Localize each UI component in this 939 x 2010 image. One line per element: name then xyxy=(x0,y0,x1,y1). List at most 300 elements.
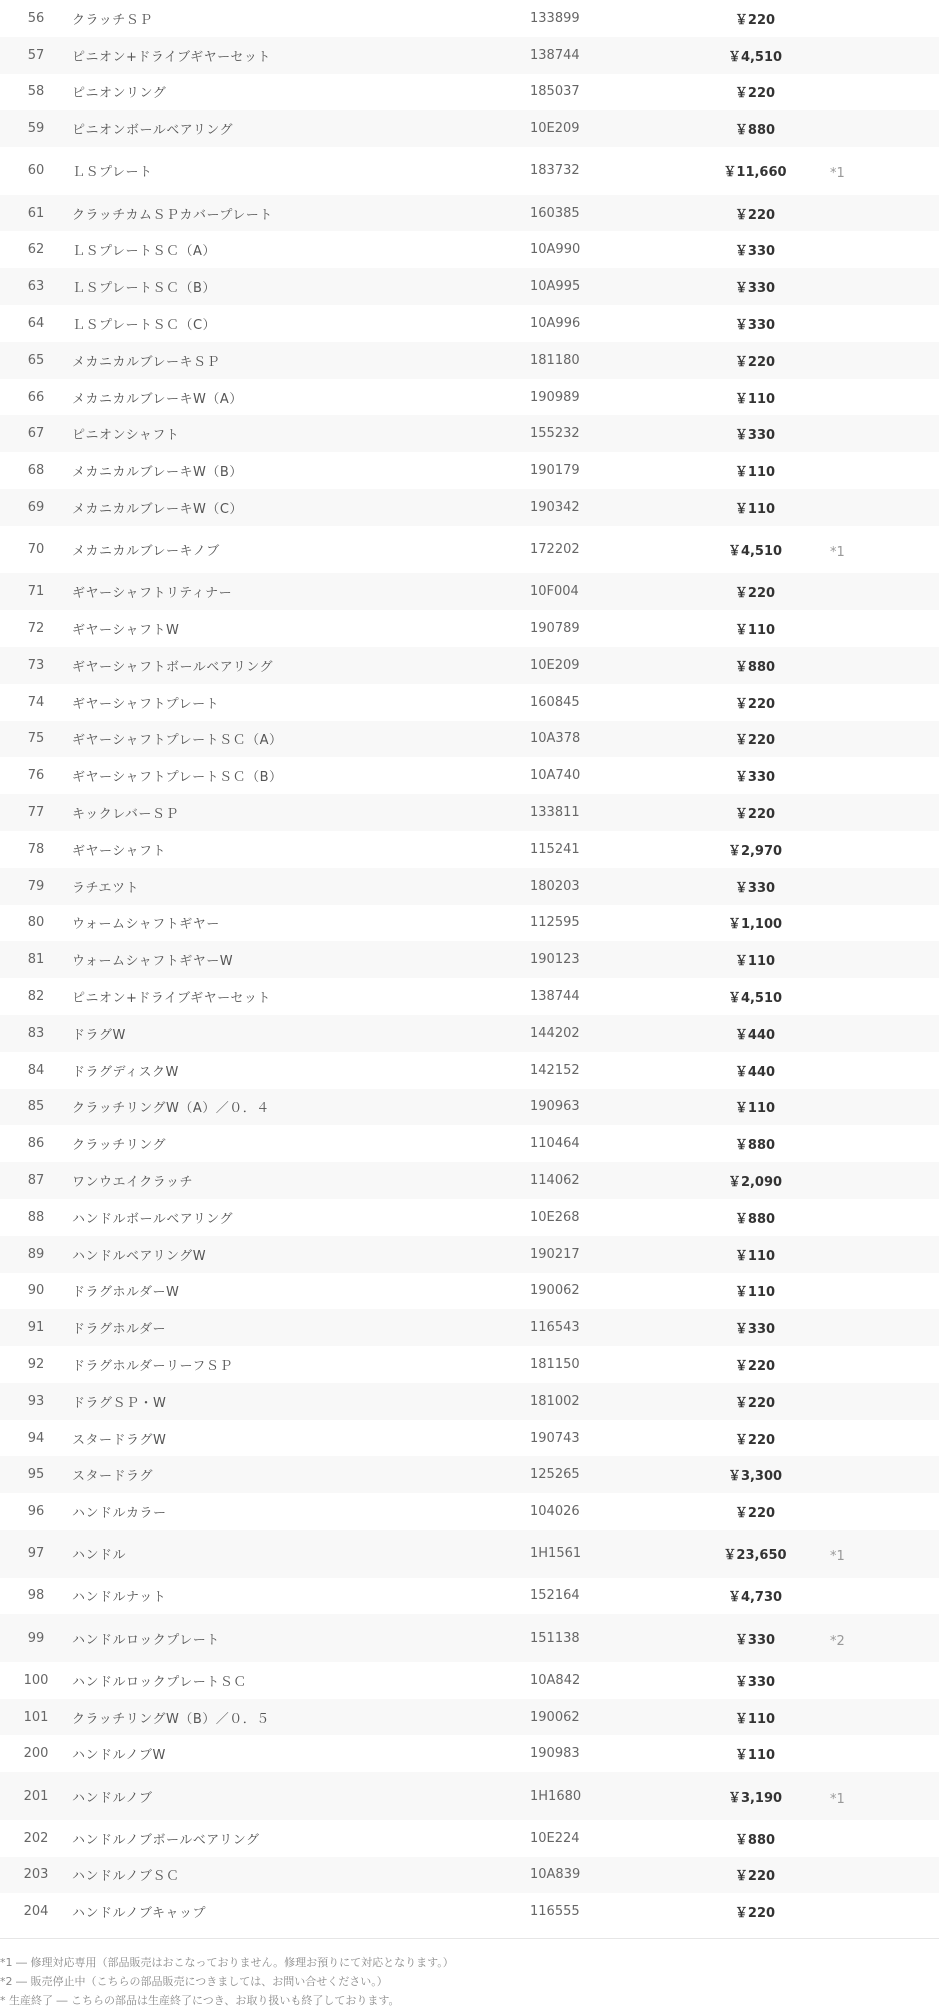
part-price: ￥110 xyxy=(734,1711,776,1727)
part-code-cell xyxy=(530,573,680,610)
part-number: 65 xyxy=(27,352,45,368)
part-name: ウォームシャフトギヤー xyxy=(72,917,220,933)
part-row xyxy=(0,978,939,1015)
part-name-cell xyxy=(72,0,530,37)
part-row xyxy=(0,1309,939,1346)
part-note-cell xyxy=(830,1662,939,1699)
part-name: メカニカルブレーキW（A） xyxy=(72,391,243,407)
part-price-cell xyxy=(680,1530,830,1578)
part-name-cell xyxy=(72,342,530,379)
part-code: 10E209 xyxy=(530,121,580,137)
part-price-cell xyxy=(680,1236,830,1273)
part-note-cell xyxy=(830,110,939,147)
part-price-cell xyxy=(680,1015,830,1052)
part-name-cell xyxy=(72,1199,530,1236)
part-number: 57 xyxy=(27,47,45,63)
part-price-cell xyxy=(680,1456,830,1493)
part-code-cell xyxy=(530,489,680,526)
part-name-cell xyxy=(72,1772,530,1820)
part-code-cell xyxy=(530,1162,680,1199)
part-number-cell xyxy=(0,415,72,452)
part-code: 138744 xyxy=(530,47,580,63)
part-code: 190179 xyxy=(530,463,580,479)
footnote-sales-suspended: *2 ― 販売停止中（こちらの部品販売につきましては、お問い合せください。） xyxy=(0,1975,388,1989)
part-code: 144202 xyxy=(530,1025,580,1041)
part-code-cell xyxy=(530,231,680,268)
part-code-cell xyxy=(530,905,680,942)
part-name: ウォームシャフトギヤーW xyxy=(72,954,234,970)
part-row xyxy=(0,1346,939,1383)
part-note-cell xyxy=(830,831,939,868)
part-price: ￥4,510 xyxy=(727,49,783,65)
part-name: ハンドル xyxy=(72,1548,127,1564)
part-code: 10A995 xyxy=(530,279,581,295)
part-name: キックレバーＳＰ xyxy=(72,807,179,823)
part-code-cell xyxy=(530,684,680,721)
part-price-cell xyxy=(680,1493,830,1530)
part-code-cell xyxy=(530,526,680,574)
part-name: メカニカルブレーキW（C） xyxy=(72,501,243,517)
part-price: ￥110 xyxy=(734,501,776,517)
part-price-cell xyxy=(680,941,830,978)
part-number-cell xyxy=(0,231,72,268)
part-code-cell xyxy=(530,868,680,905)
part-price-cell xyxy=(680,1772,830,1820)
part-code: 181150 xyxy=(530,1356,580,1372)
part-number-cell xyxy=(0,1236,72,1273)
part-price-cell xyxy=(680,1820,830,1857)
part-note-cell xyxy=(830,231,939,268)
part-price-cell xyxy=(680,74,830,111)
part-name: スタードラグ xyxy=(72,1469,154,1485)
part-note-cell xyxy=(830,1273,939,1310)
part-price-cell xyxy=(680,1735,830,1772)
part-name-cell xyxy=(72,1530,530,1578)
part-note-cell xyxy=(830,1530,939,1578)
part-row xyxy=(0,342,939,379)
part-code: 112595 xyxy=(530,915,580,931)
part-name: ドラグディスクW xyxy=(72,1064,179,1080)
part-name-cell xyxy=(72,647,530,684)
part-code: 116543 xyxy=(530,1320,580,1336)
part-row xyxy=(0,195,939,232)
part-price-cell xyxy=(680,452,830,489)
part-number-cell xyxy=(0,1199,72,1236)
part-price: ￥4,510 xyxy=(727,544,783,560)
part-code: 183732 xyxy=(530,163,580,179)
part-name-cell xyxy=(72,305,530,342)
part-price-cell xyxy=(680,110,830,147)
part-number-cell xyxy=(0,0,72,37)
part-row xyxy=(0,831,939,868)
part-row xyxy=(0,1578,939,1615)
part-number-cell xyxy=(0,573,72,610)
part-number-cell xyxy=(0,1578,72,1615)
part-name: クラッチカムＳＰカバープレート xyxy=(72,207,273,223)
part-row xyxy=(0,905,939,942)
part-code-cell xyxy=(530,110,680,147)
part-price: ￥1,100 xyxy=(727,917,783,933)
part-name: ギヤーシャフトリティナー xyxy=(72,586,233,602)
part-row xyxy=(0,1420,939,1457)
part-name-cell xyxy=(72,415,530,452)
part-row xyxy=(0,1456,939,1493)
part-number: 86 xyxy=(27,1136,45,1152)
part-number-cell xyxy=(0,1530,72,1578)
part-code-cell xyxy=(530,1383,680,1420)
part-code: 133899 xyxy=(530,10,580,26)
part-code: 180203 xyxy=(530,878,580,894)
part-name: ピニオンボールベアリング xyxy=(72,123,233,139)
part-code: 190983 xyxy=(530,1746,580,1762)
part-name-cell xyxy=(72,1735,530,1772)
part-code: 1H1561 xyxy=(530,1546,582,1562)
part-name: ラチエツト xyxy=(72,880,139,896)
part-number: 79 xyxy=(27,878,45,894)
part-name-cell xyxy=(72,1420,530,1457)
part-name-cell xyxy=(72,1820,530,1857)
part-price: ￥3,190 xyxy=(727,1790,783,1806)
part-name: ハンドルノブキャップ xyxy=(72,1906,206,1922)
part-number-cell xyxy=(0,757,72,794)
part-name-cell xyxy=(72,941,530,978)
part-name: ギヤーシャフトプレートＳＣ（B） xyxy=(72,770,283,786)
part-price-cell xyxy=(680,305,830,342)
part-name-cell xyxy=(72,268,530,305)
part-name: ＬＳプレート xyxy=(72,165,153,181)
part-number: 64 xyxy=(27,315,45,331)
part-code: 133811 xyxy=(530,805,580,821)
part-number: 59 xyxy=(27,121,45,137)
part-name: ハンドルノブボールベアリング xyxy=(72,1832,260,1848)
part-price: ￥220 xyxy=(734,207,776,223)
part-code: 10A842 xyxy=(530,1672,581,1688)
part-note-cell xyxy=(830,573,939,610)
part-note-cell xyxy=(830,147,939,195)
part-note-cell xyxy=(830,1309,939,1346)
part-code: 10A990 xyxy=(530,242,581,258)
part-note-cell xyxy=(830,905,939,942)
part-number-cell xyxy=(0,905,72,942)
part-row xyxy=(0,1383,939,1420)
part-price: ￥330 xyxy=(734,770,776,786)
part-price: ￥2,090 xyxy=(727,1175,783,1190)
part-note-cell xyxy=(830,489,939,526)
part-code: 115241 xyxy=(530,841,580,857)
part-price: ￥110 xyxy=(734,465,776,481)
part-name-cell xyxy=(72,684,530,721)
part-number-cell xyxy=(0,1493,72,1530)
part-code-cell xyxy=(530,1530,680,1578)
part-number: 72 xyxy=(27,621,45,637)
part-note-cell xyxy=(830,1420,939,1457)
part-number-cell xyxy=(0,647,72,684)
part-number-cell xyxy=(0,305,72,342)
part-note: *1 xyxy=(830,1549,845,1565)
part-row xyxy=(0,1662,939,1699)
part-code: 190963 xyxy=(530,1099,580,1115)
part-name: メカニカルブレーキＳＰ xyxy=(72,354,220,370)
part-name: ハンドルノブW xyxy=(72,1748,166,1764)
part-price: ￥330 xyxy=(734,281,776,297)
part-name-cell xyxy=(72,379,530,416)
part-price-cell xyxy=(680,1162,830,1199)
part-number: 81 xyxy=(27,952,45,968)
part-code: 172202 xyxy=(530,542,580,558)
part-row xyxy=(0,0,939,37)
part-number-cell xyxy=(0,1273,72,1310)
part-name: ＬＳプレートＳＣ（A） xyxy=(72,244,216,260)
part-row xyxy=(0,1089,939,1126)
part-price: ￥330 xyxy=(734,1322,776,1338)
part-code-cell xyxy=(530,941,680,978)
part-name-cell xyxy=(72,195,530,232)
part-row xyxy=(0,526,939,574)
part-code: 116555 xyxy=(530,1904,580,1920)
part-code-cell xyxy=(530,1052,680,1089)
part-note-cell xyxy=(830,1052,939,1089)
part-code-cell xyxy=(530,721,680,758)
part-name-cell xyxy=(72,1893,530,1930)
part-code: 190123 xyxy=(530,952,580,968)
part-number-cell xyxy=(0,1662,72,1699)
part-note-cell xyxy=(830,684,939,721)
part-number: 88 xyxy=(27,1209,45,1225)
part-price: ￥880 xyxy=(734,1832,776,1848)
part-name: ギヤーシャフトプレートＳＣ（A） xyxy=(72,733,283,749)
part-code-cell xyxy=(530,1236,680,1273)
part-note-cell xyxy=(830,1456,939,1493)
part-number: 100 xyxy=(23,1672,49,1688)
part-row xyxy=(0,37,939,74)
part-number-cell xyxy=(0,1614,72,1662)
part-code-cell xyxy=(530,1772,680,1820)
part-code-cell xyxy=(530,1125,680,1162)
part-row xyxy=(0,721,939,758)
part-name: ハンドルノブＳＣ xyxy=(72,1869,180,1885)
part-row xyxy=(0,1236,939,1273)
part-code-cell xyxy=(530,452,680,489)
part-number-cell xyxy=(0,379,72,416)
part-name: ドラグホルダーW xyxy=(72,1285,180,1301)
part-code-cell xyxy=(530,1420,680,1457)
part-price-cell xyxy=(680,1614,830,1662)
part-code: 160845 xyxy=(530,694,580,710)
part-number: 61 xyxy=(27,205,45,221)
part-price-cell xyxy=(680,1309,830,1346)
part-row xyxy=(0,1530,939,1578)
part-number: 201 xyxy=(23,1788,49,1804)
part-price: ￥330 xyxy=(734,244,776,260)
part-price-cell xyxy=(680,1199,830,1236)
part-code: 181002 xyxy=(530,1393,580,1409)
part-name-cell xyxy=(72,1162,530,1199)
part-row xyxy=(0,1735,939,1772)
part-note-cell xyxy=(830,1162,939,1199)
part-row xyxy=(0,1162,939,1199)
part-number: 84 xyxy=(27,1062,45,1078)
part-row xyxy=(0,147,939,195)
part-note: *1 xyxy=(830,166,845,182)
part-name: ピニオンシャフト xyxy=(72,428,180,444)
part-code: 10A740 xyxy=(530,768,581,784)
part-number-cell xyxy=(0,526,72,574)
part-price: ￥220 xyxy=(734,1358,776,1374)
part-name-cell xyxy=(72,1699,530,1736)
part-price: ￥220 xyxy=(734,1869,776,1885)
part-name: クラッチリングW（A）／０．４ xyxy=(72,1101,270,1117)
part-note-cell xyxy=(830,647,939,684)
part-code: 10A996 xyxy=(530,315,581,331)
part-code-cell xyxy=(530,1199,680,1236)
part-name: メカニカルブレーキW（B） xyxy=(72,465,243,481)
part-number-cell xyxy=(0,452,72,489)
part-name: ピニオン+ドライブギヤーセット xyxy=(72,49,271,65)
part-number: 77 xyxy=(27,805,45,821)
part-price-cell xyxy=(680,831,830,868)
part-row xyxy=(0,268,939,305)
part-number-cell xyxy=(0,1772,72,1820)
part-number: 67 xyxy=(27,426,45,442)
part-price-cell xyxy=(680,573,830,610)
part-number: 91 xyxy=(27,1320,45,1336)
part-number-cell xyxy=(0,794,72,831)
part-price: ￥440 xyxy=(734,1064,776,1080)
part-price-cell xyxy=(680,195,830,232)
part-number: 76 xyxy=(27,768,45,784)
part-code: 110464 xyxy=(530,1136,580,1152)
part-name-cell xyxy=(72,1125,530,1162)
part-number-cell xyxy=(0,1383,72,1420)
part-note-cell xyxy=(830,305,939,342)
part-price: ￥330 xyxy=(734,428,776,444)
part-row xyxy=(0,452,939,489)
part-row xyxy=(0,868,939,905)
part-price: ￥110 xyxy=(734,391,776,407)
part-number: 80 xyxy=(27,915,45,931)
part-note-cell xyxy=(830,1699,939,1736)
part-name: ギヤーシャフトボールベアリング xyxy=(72,659,273,675)
part-number: 202 xyxy=(23,1830,49,1846)
part-price-cell xyxy=(680,1089,830,1126)
part-name: ドラグホルダーリーフＳＰ xyxy=(72,1358,233,1374)
part-number: 97 xyxy=(27,1546,45,1562)
part-note-cell xyxy=(830,1493,939,1530)
part-row xyxy=(0,415,939,452)
part-note-cell xyxy=(830,1383,939,1420)
part-price: ￥220 xyxy=(734,586,776,602)
part-note: *1 xyxy=(830,1791,845,1807)
part-number: 89 xyxy=(27,1246,45,1262)
part-code: 190217 xyxy=(530,1246,580,1262)
part-name-cell xyxy=(72,110,530,147)
part-note-cell xyxy=(830,941,939,978)
part-code: 10A378 xyxy=(530,731,581,747)
part-number-cell xyxy=(0,342,72,379)
part-price: ￥220 xyxy=(734,1395,776,1411)
part-name: ギヤーシャフトW xyxy=(72,623,180,639)
part-number: 92 xyxy=(27,1356,45,1372)
part-name-cell xyxy=(72,1662,530,1699)
part-number-cell xyxy=(0,1820,72,1857)
part-note-cell xyxy=(830,342,939,379)
part-price: ￥220 xyxy=(734,1432,776,1448)
part-code: 10A839 xyxy=(530,1867,581,1883)
part-row xyxy=(0,610,939,647)
part-note-cell xyxy=(830,1614,939,1662)
part-code: 104026 xyxy=(530,1504,580,1520)
part-row xyxy=(0,305,939,342)
part-row xyxy=(0,1893,939,1930)
part-number: 68 xyxy=(27,463,45,479)
part-note-cell xyxy=(830,1857,939,1894)
part-name: ＬＳプレートＳＣ（B） xyxy=(72,281,216,297)
part-price-cell xyxy=(680,147,830,195)
part-number: 99 xyxy=(27,1630,45,1646)
part-name: ピニオンリング xyxy=(72,86,167,102)
part-code: 190062 xyxy=(530,1709,580,1725)
part-name-cell xyxy=(72,1493,530,1530)
footnotes xyxy=(0,1938,939,2010)
part-row xyxy=(0,1493,939,1530)
part-row xyxy=(0,1857,939,1894)
part-code-cell xyxy=(530,415,680,452)
part-price: ￥440 xyxy=(734,1027,776,1043)
part-name-cell xyxy=(72,1089,530,1126)
part-note-cell xyxy=(830,1735,939,1772)
part-number-cell xyxy=(0,868,72,905)
footnote-discontinued: * 生産終了 ― こちらの部品は生産終了につき、お取り扱いも終了しております。 xyxy=(0,1994,400,2008)
part-price-cell xyxy=(680,0,830,37)
part-number: 56 xyxy=(27,10,45,26)
part-name-cell xyxy=(72,1857,530,1894)
part-number-cell xyxy=(0,489,72,526)
part-price-cell xyxy=(680,1052,830,1089)
part-price-cell xyxy=(680,978,830,1015)
part-number: 60 xyxy=(27,163,45,179)
part-name: クラッチＳＰ xyxy=(72,12,153,28)
part-number: 203 xyxy=(23,1867,49,1883)
part-code-cell xyxy=(530,1578,680,1615)
part-number: 95 xyxy=(27,1467,45,1483)
part-note-cell xyxy=(830,610,939,647)
part-number-cell xyxy=(0,721,72,758)
part-number-cell xyxy=(0,110,72,147)
part-name: ギヤーシャフト xyxy=(72,843,166,859)
part-name: ハンドルベアリングW xyxy=(72,1248,207,1264)
part-code-cell xyxy=(530,1273,680,1310)
part-note-cell xyxy=(830,1772,939,1820)
part-name-cell xyxy=(72,1456,530,1493)
part-number: 93 xyxy=(27,1393,45,1409)
part-price-cell xyxy=(680,1699,830,1736)
part-row xyxy=(0,1820,939,1857)
part-number: 83 xyxy=(27,1025,45,1041)
part-code: 160385 xyxy=(530,205,580,221)
part-price: ￥880 xyxy=(734,123,776,139)
part-price: ￥220 xyxy=(734,1906,776,1922)
part-row xyxy=(0,1052,939,1089)
part-code-cell xyxy=(530,1614,680,1662)
footnote-repair-only: *1 ― 修理対応専用（部品販売はおこなっておりません。修理お預りにて対応となります。） xyxy=(0,1956,454,1970)
part-number: 62 xyxy=(27,242,45,258)
part-price: ￥220 xyxy=(734,12,776,28)
part-name-cell xyxy=(72,1273,530,1310)
part-name: ドラグW xyxy=(72,1027,126,1043)
part-code-cell xyxy=(530,342,680,379)
part-number-cell xyxy=(0,1125,72,1162)
part-code: 190743 xyxy=(530,1430,580,1446)
